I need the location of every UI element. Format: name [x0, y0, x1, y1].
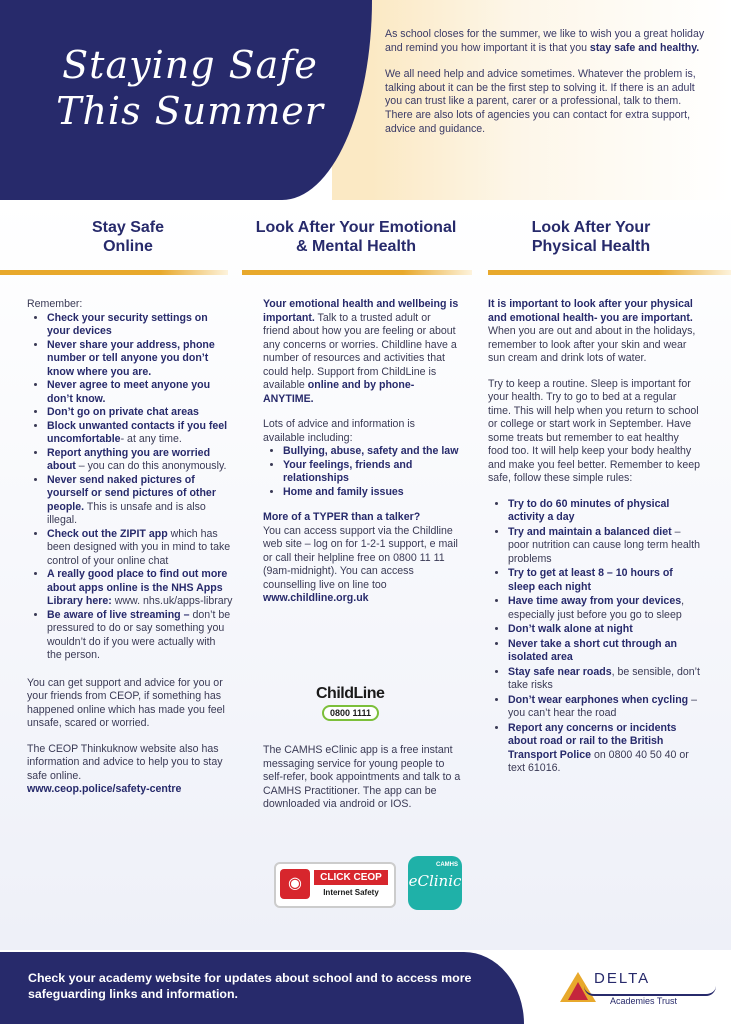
- list-item-bold: Stay safe near roads: [508, 665, 612, 678]
- intro-p1-bold: stay safe and healthy.: [589, 41, 700, 54]
- col1-heading-l2: Online: [103, 238, 153, 255]
- list-item: [47, 420, 233, 447]
- list-item-text: which has been designed with you in mind to take control of your online chat: [47, 527, 231, 567]
- remember-label: Remember:: [27, 298, 83, 310]
- page-title: [40, 42, 340, 134]
- col-emotional-heading: [242, 218, 470, 256]
- list-item: [508, 595, 700, 622]
- list-item-text: don’t be pressured to do or say something you wouldn’t do if you were actually with the person.: [47, 608, 231, 661]
- list-item-text: – poor nutrition can cause long term health problems: [508, 525, 700, 565]
- list-item-bold: Don’t walk alone at night: [508, 623, 633, 635]
- ceop-link[interactable]: www.ceop.police/safety-centre: [27, 783, 182, 795]
- advice-topics-list: [263, 445, 459, 499]
- col-physical-heading: [488, 218, 694, 256]
- delta-logo: [560, 968, 720, 1012]
- list-item-bold: Be aware of live streaming –: [47, 608, 190, 621]
- col1-content: [27, 298, 233, 797]
- col3-p2: Try to keep a routine. Sleep is important for your health. Try to go to bed at a regular time. This will help when you return to school or college or start work in September. Have some treats but remember to eat healthy food too. It will help keep your body healthy and make you feel better. Remember to keep safe, follow these simple rules:: [488, 377, 700, 484]
- title-line-1: Staying Safe: [62, 43, 318, 87]
- list-item-bold: Don’t wear earphones when cycling: [508, 693, 689, 706]
- col2-p1-text: Talk to a trusted adult or friend about how you are feeling or about any concerns or worries. Childline have a number of resources and activities that could help. Support from ChildLine is available: [263, 311, 457, 391]
- list-item-bold: Block unwanted contacts if you feel uncomfortable: [47, 419, 228, 445]
- thinkuknow-paragraph: The CEOP Thinkuknow website also has information and advice to help you to stay safe online.: [27, 742, 223, 782]
- list-item: [47, 339, 233, 380]
- col2-heading-l1: Look After Your Emotional: [255, 219, 457, 236]
- list-item-bold: Try and maintain a balanced diet: [508, 525, 672, 538]
- list-item-text: , be sensible, don’t take risks: [508, 665, 700, 691]
- col-online-heading: [30, 218, 226, 256]
- col1-divider: [0, 270, 228, 275]
- col2-p2: Lots of advice and information is available including:: [263, 418, 415, 444]
- col3-content: [488, 298, 700, 777]
- list-item: [47, 568, 233, 609]
- list-item-bold: Bullying, abuse, safety and the law: [283, 445, 459, 457]
- childline-logo[interactable]: [316, 683, 408, 723]
- list-item-bold: Check your security settings on your devices: [47, 311, 208, 337]
- eclinic-top-label: CAMHS: [436, 862, 458, 868]
- list-item: [283, 459, 459, 486]
- eclinic-app-icon[interactable]: [408, 856, 462, 910]
- list-item-bold: Don’t go on private chat areas: [47, 406, 199, 418]
- ceop-paragraph: You can get support and advice for you or your friends from CEOP, if something has happened online which has made you feel unsafe, scared or worried.: [27, 676, 225, 729]
- childline-logo-word: ChildLine: [316, 685, 385, 702]
- col3-divider: [488, 270, 731, 275]
- list-item-bold: A really good place to find out more about apps online is the NHS Apps Library here:: [47, 568, 228, 607]
- col2-content: [263, 298, 459, 606]
- childline-link[interactable]: www.childline.org.uk: [263, 592, 369, 604]
- intro-text: [385, 28, 705, 149]
- col1-heading-l1: Stay Safe: [91, 219, 165, 236]
- list-item-text: on 0800 40 50 40 or text 61016.: [508, 748, 689, 774]
- intro-p2: We all need help and advice sometimes. Whatever the problem is, talking about it can be the first step to solving it. If there is an adult you can trust like a parent, carer or a professional, talk to them. There are also lots of agencies you can contact for extra support, advice and guidance.: [385, 68, 696, 135]
- list-item-bold: Try to do 60 minutes of physical activity a day: [508, 497, 670, 523]
- list-item-text: – you can’t hear the road: [508, 693, 697, 719]
- click-ceop-button[interactable]: [274, 862, 396, 908]
- list-item: [283, 445, 459, 459]
- list-item: [47, 447, 233, 474]
- list-item-text: This is unsafe and is also illegal.: [47, 500, 206, 526]
- list-item: [508, 694, 700, 721]
- col3-p1-text: When you are out and about in the holidays, remember to look after your skin and wear sun cream and drink lots of water.: [488, 325, 696, 364]
- list-item: [508, 722, 700, 776]
- childline-logo-number: 0800 1111: [322, 705, 379, 721]
- list-item-text: , especially just before you go to sleep: [508, 595, 685, 621]
- list-item: [283, 486, 459, 500]
- list-item-bold: Report any concerns or incidents about road or rail to the British Transport Police: [508, 721, 677, 761]
- typer-text: You can access support via the Childline web site – log on for 1-2-1 support, e mail or call their helpline free on 0800 11 11 (9am-midnight). You can access counselling live on line too: [263, 524, 458, 591]
- online-tips-list: [27, 312, 233, 663]
- list-item: [47, 609, 233, 663]
- list-item-bold: Check out the ZIPIT app: [47, 527, 168, 540]
- intro-p1: As school closes for the summer, we like to wish you a great holiday and remind you how important it is that you: [385, 28, 705, 54]
- delta-swoosh: [584, 986, 716, 996]
- col3-p1-bold: It is important to look after your physical and emotional health- you are important.: [488, 298, 693, 324]
- list-item: [47, 379, 233, 406]
- ceop-sublabel: Internet Safety: [323, 888, 379, 897]
- col2-p1-bold: Your emotional health and wellbeing is important.: [263, 298, 459, 324]
- list-item: [508, 623, 700, 637]
- list-item: [47, 528, 233, 569]
- list-item-bold: Never agree to meet anyone you don’t know.: [47, 379, 211, 405]
- ceop-eye-icon: ◉: [280, 869, 310, 899]
- list-item-bold: Have time away from your devices: [508, 595, 682, 607]
- delta-subtitle: Academies Trust: [610, 996, 678, 1006]
- col2-heading-l2: & Mental Health: [295, 238, 416, 255]
- list-item: [508, 526, 700, 567]
- list-item-bold: Your feelings, friends and relationships: [283, 458, 413, 484]
- list-item-text: – you can do this anonymously.: [75, 460, 227, 472]
- list-item: [508, 638, 700, 665]
- ceop-label: CLICK CEOP: [314, 870, 388, 885]
- footer-text: Check your academy website for updates about school and to access more safeguarding links and information.: [28, 971, 472, 1001]
- list-item-bold: Home and family issues: [283, 485, 404, 498]
- list-item: [508, 567, 700, 594]
- col3-heading-l1: Look After Your: [531, 219, 651, 236]
- col2-p1-bold2: online and by phone- ANYTIME.: [263, 379, 415, 405]
- eclinic-word: eClinic: [408, 872, 462, 890]
- list-item-bold: Try to get at least 8 – 10 hours of sleep each night: [508, 567, 673, 593]
- camhs-paragraph: The CAMHS eClinic app is a free instant messaging service for young people to self-refer, book appointments and talk to a CAMHS Practitioner. The app can be downloaded via android or IOS.: [263, 744, 461, 810]
- list-item-text: www. nhs.uk/apps-library: [111, 595, 233, 607]
- list-item: [47, 406, 233, 420]
- delta-name: DELTA: [594, 970, 651, 987]
- list-item-bold: Report anything you are worried about: [47, 446, 211, 472]
- col3-heading-l2: Physical Health: [531, 238, 651, 255]
- col2-divider: [242, 270, 472, 275]
- typer-heading: More of a TYPER than a talker?: [263, 511, 421, 523]
- title-line-2: This Summer: [56, 89, 324, 133]
- list-item-bold: Never send naked pictures of yourself or send pictures of other people.: [47, 473, 216, 513]
- camhs-text-block: [263, 744, 463, 824]
- list-item-text: - at any time.: [120, 433, 182, 445]
- list-item-bold: Never take a short cut through an isolated area: [508, 637, 677, 663]
- list-item-bold: Never share your address, phone number or tell anyone you don’t know where you are.: [47, 338, 215, 378]
- list-item: [508, 498, 700, 525]
- list-item: [47, 474, 233, 528]
- list-item: [47, 312, 233, 339]
- physical-rules-list: [488, 498, 700, 776]
- list-item: [508, 666, 700, 693]
